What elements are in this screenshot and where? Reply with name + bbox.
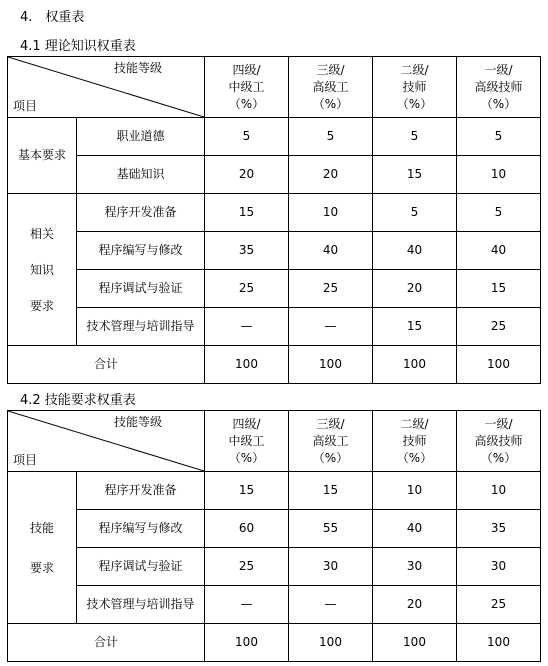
value-cell: 20 bbox=[205, 156, 289, 194]
total-label: 合计 bbox=[8, 624, 205, 662]
header-item-label: 项目 bbox=[13, 453, 38, 467]
total-value: 100 bbox=[289, 624, 373, 662]
value-cell: 5 bbox=[457, 194, 541, 232]
category-cell: 技能 要求 bbox=[8, 472, 77, 624]
value-cell: 20 bbox=[373, 586, 457, 624]
value-cell: 15 bbox=[373, 308, 457, 346]
table-row bbox=[8, 472, 541, 510]
grade-header-4: 四级/ 中级工 （%） bbox=[205, 411, 289, 472]
value-cell: 5 bbox=[373, 118, 457, 156]
category-cell: 相关 知识 要求 bbox=[8, 194, 77, 346]
value-cell: 25 bbox=[457, 308, 541, 346]
item-cell: 程序编写与修改 bbox=[77, 232, 205, 270]
item-cell: 程序调试与验证 bbox=[77, 270, 205, 308]
diagonal-header-cell bbox=[8, 57, 205, 118]
value-cell: 5 bbox=[205, 118, 289, 156]
value-cell: 40 bbox=[373, 232, 457, 270]
table-row bbox=[8, 510, 541, 548]
item-cell: 程序调试与验证 bbox=[77, 548, 205, 586]
table2-title: 4.2 技能要求权重表 bbox=[20, 393, 136, 408]
table-header-row bbox=[8, 57, 541, 118]
theory-weight-table bbox=[7, 56, 541, 384]
table-row bbox=[8, 308, 541, 346]
item-cell: 程序开发准备 bbox=[77, 194, 205, 232]
total-row bbox=[8, 346, 541, 384]
diagonal-line bbox=[8, 57, 204, 117]
value-cell: 35 bbox=[205, 232, 289, 270]
value-cell: — bbox=[289, 586, 373, 624]
value-cell: 40 bbox=[289, 232, 373, 270]
item-cell: 职业道德 bbox=[77, 118, 205, 156]
value-cell: 10 bbox=[457, 472, 541, 510]
value-cell: 20 bbox=[373, 270, 457, 308]
total-value: 100 bbox=[457, 346, 541, 384]
grade-header-2: 二级/ 技师 （%） bbox=[373, 411, 457, 472]
value-cell: 15 bbox=[205, 472, 289, 510]
value-cell: 15 bbox=[289, 472, 373, 510]
value-cell: — bbox=[205, 586, 289, 624]
header-grade-label: 技能等级 bbox=[113, 61, 162, 75]
value-cell: 25 bbox=[205, 270, 289, 308]
total-value: 100 bbox=[205, 624, 289, 662]
table-row bbox=[8, 118, 541, 156]
total-value: 100 bbox=[373, 624, 457, 662]
grade-header-1: 一级/ 高级技师 （%） bbox=[457, 411, 541, 472]
header-item-label: 项目 bbox=[13, 99, 38, 113]
value-cell: 40 bbox=[457, 232, 541, 270]
item-cell: 基础知识 bbox=[77, 156, 205, 194]
grade-header-3: 三级/ 高级工 （%） bbox=[289, 411, 373, 472]
value-cell: 15 bbox=[457, 270, 541, 308]
total-row bbox=[8, 624, 541, 662]
grade-header-3: 三级/ 高级工 （%） bbox=[289, 57, 373, 118]
item-cell: 程序编写与修改 bbox=[77, 510, 205, 548]
value-cell: 20 bbox=[289, 156, 373, 194]
section-title: 4. 权重表 bbox=[20, 10, 85, 25]
skill-weight-table bbox=[7, 410, 541, 662]
value-cell: 5 bbox=[289, 118, 373, 156]
value-cell: 40 bbox=[373, 510, 457, 548]
table1-title: 4.1 理论知识权重表 bbox=[20, 39, 136, 54]
value-cell: 10 bbox=[289, 194, 373, 232]
value-cell: 25 bbox=[457, 586, 541, 624]
value-cell: 25 bbox=[289, 270, 373, 308]
total-value: 100 bbox=[205, 346, 289, 384]
table-row bbox=[8, 586, 541, 624]
value-cell: 10 bbox=[373, 472, 457, 510]
value-cell: 35 bbox=[457, 510, 541, 548]
header-grade-label: 技能等级 bbox=[113, 415, 162, 429]
value-cell: 30 bbox=[457, 548, 541, 586]
table-header-row bbox=[8, 411, 541, 472]
total-value: 100 bbox=[373, 346, 457, 384]
value-cell: — bbox=[205, 308, 289, 346]
table-row bbox=[8, 270, 541, 308]
diagonal-header-cell bbox=[8, 411, 205, 472]
value-cell: 5 bbox=[457, 118, 541, 156]
table-row bbox=[8, 194, 541, 232]
value-cell: 10 bbox=[457, 156, 541, 194]
grade-header-1: 一级/ 高级技师 （%） bbox=[457, 57, 541, 118]
item-cell: 程序开发准备 bbox=[77, 472, 205, 510]
grade-header-2: 二级/ 技师 （%） bbox=[373, 57, 457, 118]
total-value: 100 bbox=[457, 624, 541, 662]
item-cell: 技术管理与培训指导 bbox=[77, 308, 205, 346]
table-row bbox=[8, 232, 541, 270]
value-cell: 15 bbox=[205, 194, 289, 232]
value-cell: 30 bbox=[373, 548, 457, 586]
value-cell: 60 bbox=[205, 510, 289, 548]
value-cell: — bbox=[289, 308, 373, 346]
total-value: 100 bbox=[289, 346, 373, 384]
category-cell: 基本要求 bbox=[8, 118, 77, 194]
value-cell: 15 bbox=[373, 156, 457, 194]
table-row bbox=[8, 548, 541, 586]
value-cell: 25 bbox=[205, 548, 289, 586]
diagonal-line bbox=[8, 411, 204, 471]
value-cell: 55 bbox=[289, 510, 373, 548]
item-cell: 技术管理与培训指导 bbox=[77, 586, 205, 624]
total-label: 合计 bbox=[8, 346, 205, 384]
value-cell: 5 bbox=[373, 194, 457, 232]
grade-header-4: 四级/ 中级工 （%） bbox=[205, 57, 289, 118]
table-row bbox=[8, 156, 541, 194]
value-cell: 30 bbox=[289, 548, 373, 586]
